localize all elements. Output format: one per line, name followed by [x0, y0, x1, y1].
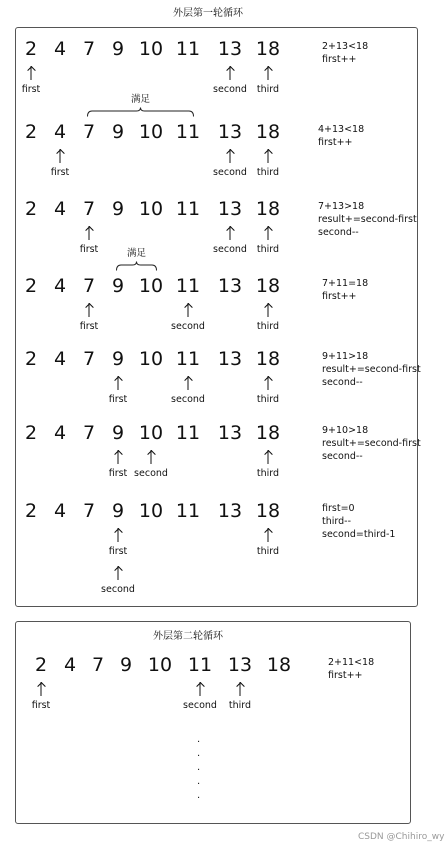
third-arrow [268, 66, 269, 80]
round-1-row-number: 18 [255, 275, 281, 297]
second-arrow [151, 450, 152, 464]
round-1-row-condition-note: first++ [322, 291, 357, 302]
first-arrow [118, 376, 119, 390]
round-1-row-number: 9 [111, 38, 125, 60]
round-1-row-number: 9 [111, 275, 125, 297]
round-1-row-condition-note: result+=second-first [322, 364, 421, 375]
round-1-row-condition-note: first++ [322, 54, 357, 65]
brace [87, 107, 194, 117]
second-arrow [230, 226, 231, 240]
round-1-row-number: 18 [255, 198, 281, 220]
round-1-row-number: 18 [255, 422, 281, 444]
round-1-row-number: 9 [111, 500, 125, 522]
round-2-row-number: 4 [63, 654, 77, 676]
round-1-row-number: 2 [24, 121, 38, 143]
round-1-row-number: 18 [255, 348, 281, 370]
round-1-row-number: 7 [82, 500, 96, 522]
third-pointer-label: third [256, 321, 280, 332]
round-1-row-number: 2 [24, 500, 38, 522]
first-pointer-label: first [108, 468, 128, 479]
second-arrow [200, 682, 201, 696]
round-1-row-number: 13 [217, 422, 243, 444]
round-2-row-number: 9 [119, 654, 133, 676]
round-1-row-number: 4 [53, 275, 67, 297]
first-pointer-label: first [79, 244, 99, 255]
round-1-row-number: 7 [82, 121, 96, 143]
first-arrow [118, 450, 119, 464]
round-1-row-number: 7 [82, 38, 96, 60]
round-1-frame [15, 27, 418, 607]
third-arrow [240, 682, 241, 696]
third-arrow [268, 376, 269, 390]
round-1-row-number: 18 [255, 38, 281, 60]
brace [116, 261, 157, 271]
round-1-row-condition-note: third-- [322, 516, 352, 527]
first-arrow [89, 226, 90, 240]
watermark: CSDN @Chihiro_wy [358, 832, 445, 842]
round-1-row-number: 7 [82, 275, 96, 297]
round-1-row-number: 10 [138, 500, 164, 522]
round-1-row-number: 13 [217, 500, 243, 522]
round-1-row-number: 9 [111, 121, 125, 143]
round-1-row-number: 13 [217, 275, 243, 297]
first-pointer-label: first [50, 167, 70, 178]
first-arrow [89, 303, 90, 317]
second-arrow [230, 149, 231, 163]
round-1-row-number: 13 [217, 348, 243, 370]
second-pointer-label: second [213, 167, 247, 178]
first-pointer-label: first [108, 546, 128, 557]
round-1-row-number: 4 [53, 348, 67, 370]
round-1-row-number: 9 [111, 348, 125, 370]
round-1-row-number: 2 [24, 275, 38, 297]
round-1-row-condition-note: result+=second-first [322, 438, 421, 449]
round-1-row-condition-note: second-- [322, 377, 363, 388]
round-1-row-number: 10 [138, 38, 164, 60]
round-2-row-number: 18 [266, 654, 292, 676]
round-1-row-number: 13 [217, 121, 243, 143]
round-1-row-number: 18 [255, 500, 281, 522]
continuation-dot: · [197, 779, 201, 790]
brace-path [88, 108, 194, 117]
round-1-row-number: 11 [175, 38, 201, 60]
round-1-row-number: 4 [53, 500, 67, 522]
round-1-row-number: 7 [82, 348, 96, 370]
round-1-row-number: 4 [53, 422, 67, 444]
round-1-row-number: 11 [175, 500, 201, 522]
round-1-row-condition-note: 7+11=18 [322, 278, 369, 289]
round-1-row-condition-note: 2+13<18 [322, 41, 369, 52]
brace-path [117, 262, 157, 271]
round-2-frame [15, 621, 411, 824]
third-pointer-label: third [256, 84, 280, 95]
round-1-row-number: 4 [53, 198, 67, 220]
third-pointer-label: third [228, 700, 252, 711]
round-1-row-number: 2 [24, 348, 38, 370]
round-1-row-number: 13 [217, 38, 243, 60]
round-2-title: 外层第二轮循环 [153, 631, 223, 642]
round-1-row-number: 11 [175, 121, 201, 143]
round-1-row-condition-note: second-- [318, 227, 359, 238]
brace-label: 满足 [126, 248, 147, 259]
round-1-title: 外层第一轮循环 [173, 8, 243, 19]
third-arrow [268, 450, 269, 464]
third-pointer-label: third [256, 244, 280, 255]
round-1-row-number: 11 [175, 198, 201, 220]
first-arrow [41, 682, 42, 696]
second-pointer-label: second [183, 700, 217, 711]
round-2-row-number: 10 [147, 654, 173, 676]
round-1-row-number: 10 [138, 348, 164, 370]
second-pointer-label: second [134, 468, 168, 479]
round-1-row-number: 7 [82, 422, 96, 444]
round-2-row-number: 13 [227, 654, 253, 676]
third-pointer-label: third [256, 468, 280, 479]
second-arrow [188, 303, 189, 317]
round-1-row-number: 7 [82, 198, 96, 220]
round-1-row-number: 10 [138, 275, 164, 297]
round-1-row-number: 11 [175, 348, 201, 370]
continuation-dot: · [197, 737, 201, 748]
round-1-row-number: 10 [138, 198, 164, 220]
second-pointer-label: second [171, 321, 205, 332]
round-2-row-condition-note: 2+11<18 [328, 657, 375, 668]
round-1-row-number: 10 [138, 422, 164, 444]
brace-label: 满足 [130, 94, 151, 105]
third-arrow [268, 149, 269, 163]
second-arrow [118, 566, 119, 580]
round-1-row-number: 9 [111, 198, 125, 220]
round-1-row-condition-note: second=third-1 [322, 529, 396, 540]
round-1-row-condition-note: 4+13<18 [318, 124, 365, 135]
round-1-row-number: 11 [175, 422, 201, 444]
second-pointer-label: second [101, 584, 135, 595]
round-1-row-number: 2 [24, 422, 38, 444]
round-1-row-condition-note: first=0 [322, 503, 355, 514]
round-1-row-condition-note: 9+10>18 [322, 425, 369, 436]
third-arrow [268, 528, 269, 542]
round-1-row-number: 2 [24, 198, 38, 220]
first-arrow [31, 66, 32, 80]
round-1-row-number: 2 [24, 38, 38, 60]
round-1-row-condition-note: 9+11>18 [322, 351, 369, 362]
third-pointer-label: third [256, 394, 280, 405]
first-pointer-label: first [108, 394, 128, 405]
first-pointer-label: first [79, 321, 99, 332]
third-arrow [268, 226, 269, 240]
round-1-row-number: 10 [138, 121, 164, 143]
continuation-dot: · [197, 765, 201, 776]
third-arrow [268, 303, 269, 317]
round-1-row-condition-note: 7+13>18 [318, 201, 365, 212]
first-pointer-label: first [31, 700, 51, 711]
round-2-row-number: 11 [187, 654, 213, 676]
second-arrow [188, 376, 189, 390]
round-1-row-number: 4 [53, 121, 67, 143]
first-arrow [60, 149, 61, 163]
round-2-row-condition-note: first++ [328, 670, 363, 681]
round-2-row-number: 2 [34, 654, 48, 676]
second-pointer-label: second [213, 84, 247, 95]
round-1-row-number: 18 [255, 121, 281, 143]
round-1-row-number: 13 [217, 198, 243, 220]
second-arrow [230, 66, 231, 80]
first-pointer-label: first [21, 84, 41, 95]
second-pointer-label: second [171, 394, 205, 405]
round-1-row-number: 4 [53, 38, 67, 60]
round-1-row-number: 9 [111, 422, 125, 444]
third-pointer-label: third [256, 167, 280, 178]
round-1-row-condition-note: second-- [322, 451, 363, 462]
round-1-row-number: 11 [175, 275, 201, 297]
round-2-row-number: 7 [91, 654, 105, 676]
round-1-row-condition-note: result+=second-first [318, 214, 417, 225]
third-pointer-label: third [256, 546, 280, 557]
round-1-row-condition-note: first++ [318, 137, 353, 148]
second-pointer-label: second [213, 244, 247, 255]
continuation-dot: · [197, 793, 201, 804]
first-arrow [118, 528, 119, 542]
continuation-dot: · [197, 751, 201, 762]
continuation-dots [197, 738, 201, 808]
